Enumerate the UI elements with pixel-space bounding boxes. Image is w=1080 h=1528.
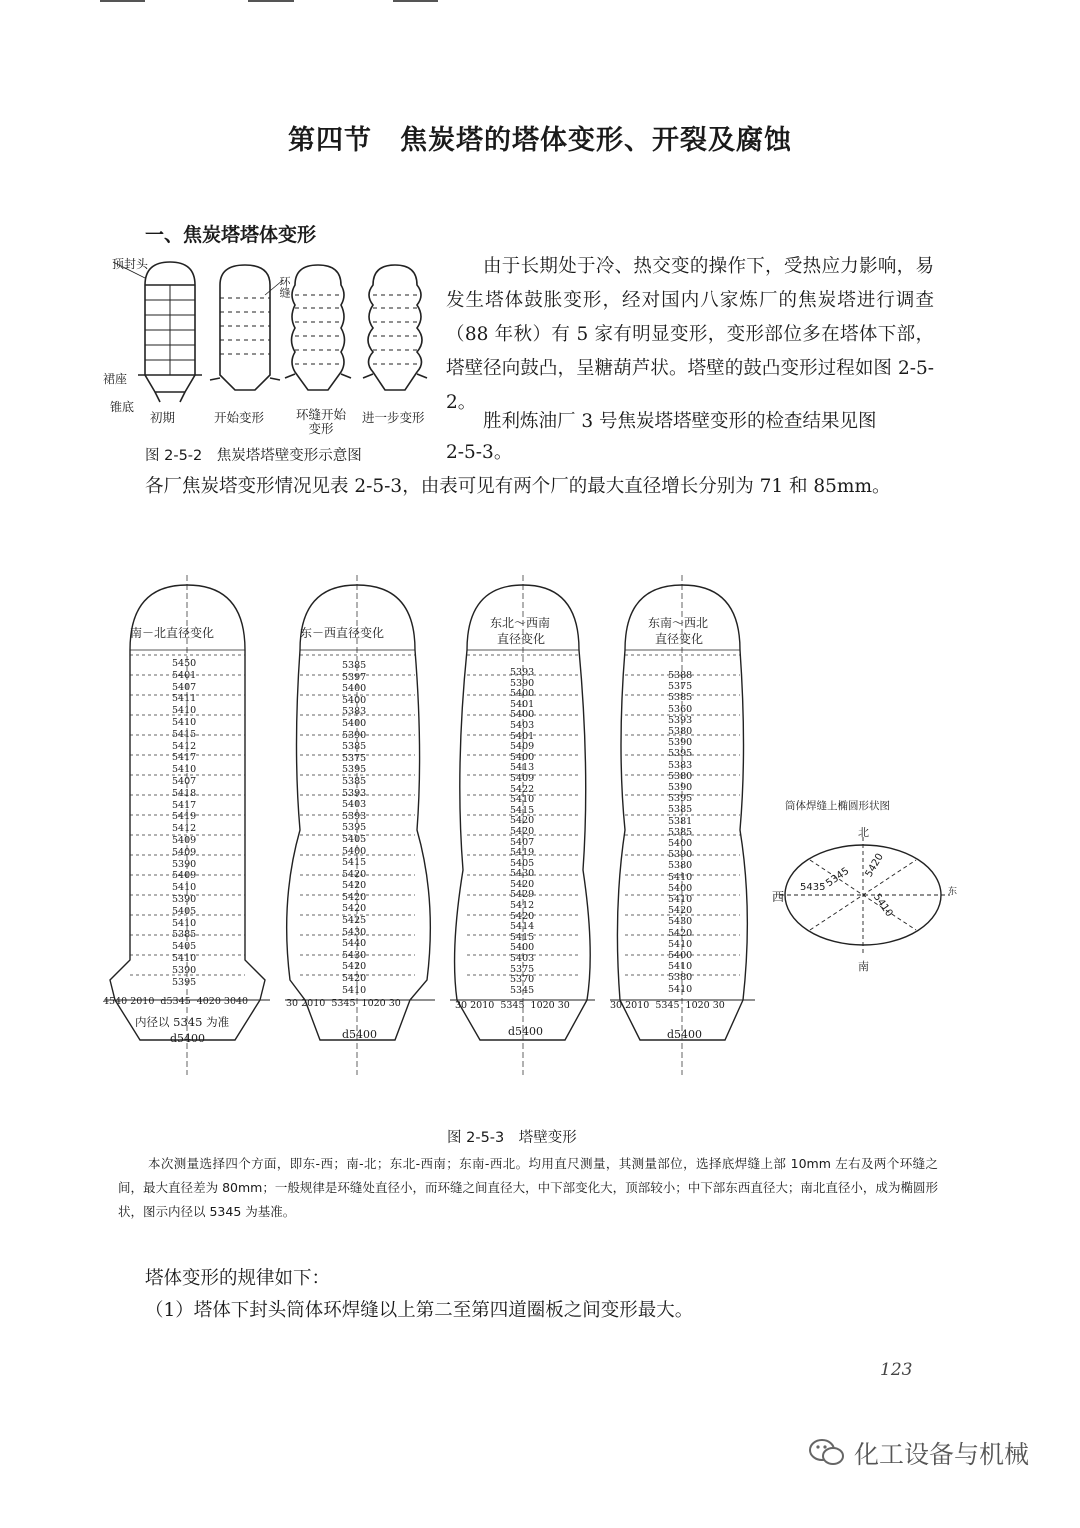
tower-1-title: 南－北直径变化 (130, 626, 215, 640)
measurement-value: 5409 (510, 741, 535, 753)
measurement-value: 5360 (668, 703, 693, 715)
ellipse-value-1: 5435 (800, 882, 826, 893)
watermark-text: 化工设备与机械 (854, 1440, 1030, 1469)
measurement-value: 5417 (172, 752, 197, 764)
measurement-value: 5388 (668, 670, 693, 681)
measurement-value: 5410 (172, 917, 197, 929)
tower-3-values (510, 668, 534, 996)
measurement-value: 5385 (668, 692, 693, 704)
measurement-value: 5405 (172, 941, 197, 953)
tower-4-bottom-dims: 30 2010 5345 1020 30 (610, 1000, 725, 1011)
section-title: 第四节 焦炭塔的塔体变形、开裂及腐蚀 (288, 125, 792, 156)
measurement-value: 5420 (342, 868, 367, 880)
measurement-value: 5410 (342, 984, 367, 996)
measurement-value: 5380 (668, 860, 693, 872)
measurement-value: 5400 (342, 717, 367, 729)
measurement-value: 5420 (668, 905, 693, 917)
subsection-heading: 一、焦炭塔塔体变形 (145, 224, 317, 246)
measurement-value: 5407 (172, 775, 197, 787)
measurement-value: 5440 (342, 938, 367, 950)
measurement-value: 5375 (668, 681, 693, 693)
tower-2-diameter: d5400 (342, 1028, 378, 1041)
tower-1-bottom-dims: 4540 2010 d5345 4020 3040 (103, 996, 249, 1007)
label-stage-4: 进一步变形 (362, 410, 425, 425)
measurement-value: 5385 (342, 741, 367, 753)
measurement-value: 5390 (668, 849, 693, 861)
ellipse-title: 筒体焊缝上椭圆形状图 (785, 800, 890, 812)
measurement-value: 5400 (510, 942, 535, 954)
measurement-value: 5390 (510, 677, 535, 689)
tower-1-base-note: 内径以 5345 为准 (135, 1015, 230, 1029)
measurement-value: 5381 (668, 815, 693, 827)
measurement-value: 5390 (668, 782, 693, 794)
measurement-value: 5400 (668, 950, 693, 962)
measurement-value: 5380 (668, 972, 693, 984)
measurement-value: 5413 (510, 762, 535, 774)
rule-intro: 塔体变形的规律如下： (145, 1268, 331, 1289)
ellipse-west: 西 (772, 890, 785, 904)
measurement-value: 5390 (172, 858, 197, 870)
measurement-value: 5393 (342, 787, 367, 799)
measurement-value: 5417 (172, 799, 197, 811)
tower-2-bottom-dims: 30 2010 5345 1020 30 (286, 998, 401, 1009)
measurement-value: 5410 (510, 794, 535, 806)
label-cone: 锥底 (110, 400, 135, 414)
measurement-value: 5410 (172, 716, 197, 728)
ellipse-value-3: 5420 (863, 851, 886, 880)
measurement-value: 5430 (668, 916, 693, 928)
measurement-value: 5375 (342, 752, 367, 764)
measurement-value: 5425 (342, 915, 367, 927)
measurement-value: 5412 (172, 740, 197, 752)
measurement-value: 5429 (510, 889, 535, 901)
measurement-value: 5410 (172, 705, 197, 717)
measurement-value: 5410 (668, 983, 693, 995)
measurement-value: 5420 (342, 973, 367, 985)
rule-1: （1）塔体下封头筒体环焊缝以上第二至第四道圈板之间变形最大。 (145, 1300, 694, 1321)
measurement-value: 5400 (342, 683, 367, 695)
measurement-value: 5375 (510, 963, 535, 975)
label-stage-2: 开始变形 (214, 410, 265, 425)
measurement-value: 5430 (342, 926, 367, 938)
measurement-value: 5410 (668, 961, 693, 973)
measurement-value: 5395 (668, 748, 693, 760)
measurement-value: 5415 (172, 728, 197, 740)
tower-3-title-2: 直径变化 (497, 632, 546, 646)
measurement-value: 5450 (172, 658, 197, 669)
measurement-value: 5414 (510, 921, 535, 933)
measurement-value: 5419 (172, 811, 197, 823)
measurement-value: 5409 (172, 846, 197, 858)
label-top-head: 顶封头 (112, 257, 149, 271)
tower-2-title: 东－西直径变化 (300, 626, 385, 640)
measurement-value: 5410 (172, 952, 197, 964)
tower-4-diameter: d5400 (667, 1028, 703, 1041)
label-skirt: 裙座 (103, 372, 128, 386)
watermark (808, 1435, 1029, 1471)
top-rule (393, 0, 438, 2)
measurement-value: 5415 (342, 857, 367, 869)
ellipse-south: 南 (858, 960, 869, 973)
measurement-value: 5410 (172, 764, 197, 776)
measurement-value: 5400 (668, 838, 693, 850)
measurement-value: 5403 (510, 953, 535, 965)
measurement-value: 5420 (342, 903, 367, 915)
measurement-value: 5420 (342, 880, 367, 892)
measurement-value: 5418 (172, 787, 197, 799)
measurement-value: 5393 (342, 810, 367, 822)
measurement-value: 5412 (510, 900, 535, 912)
measurement-value: 5397 (342, 671, 367, 683)
measurement-value: 5400 (510, 688, 535, 700)
measurement-value: 5405 (342, 833, 367, 845)
measurement-value: 5390 (342, 729, 367, 741)
measurement-value: 5405 (510, 857, 535, 869)
measurement-value: 5383 (342, 706, 367, 718)
tower-3-bottom-dims: 30 2010 5345 1020 30 (455, 1000, 570, 1011)
measurement-value: 5395 (668, 793, 693, 805)
tower-2-values (342, 660, 366, 996)
measurement-value: 5385 (668, 804, 693, 816)
ellipse-diagram (770, 815, 970, 985)
wechat-icon (808, 1438, 846, 1468)
measurement-value: 5401 (510, 698, 535, 710)
measurement-value: 5385 (172, 929, 197, 941)
measurement-value: 5380 (668, 770, 693, 782)
measurement-value: 5405 (172, 905, 197, 917)
measurement-value: 5403 (342, 799, 367, 811)
measurement-value: 5420 (510, 815, 535, 827)
measurement-value: 5380 (668, 726, 693, 738)
measurement-value: 5395 (342, 764, 367, 776)
tower-4-title-2: 直径变化 (655, 632, 704, 646)
measurement-value: 5400 (510, 709, 535, 721)
measurement-value: 5420 (510, 878, 535, 890)
top-rule (100, 0, 145, 2)
paragraph-1: 由于长期处于冷、热交变的操作下，受热应力影响，易发生塔体鼓胀变形，经对国内八家炼厂的焦炭塔进行调查（88 年秋）有 5 家有明显变形，变形部位多在塔体下部，塔壁径向鼓凸，呈糖葫芦状。塔壁的鼓凸变形过程如图 2-5-2。 (446, 256, 934, 413)
measurement-value: 5395 (342, 822, 367, 834)
label-ring-weld: 环缝 (278, 276, 291, 298)
figure-2-5-2-caption: 图 2-5-2 焦炭塔塔壁变形示意图 (145, 448, 362, 464)
measurement-value: 5410 (668, 938, 693, 950)
measurement-value: 5409 (172, 870, 197, 882)
ellipse-value-4: 5410 (870, 891, 895, 920)
measurement-value: 5390 (668, 737, 693, 749)
figure-2-5-3-caption: 图 2-5-3 塔壁变形 (447, 1130, 577, 1146)
label-stage-1: 初期 (150, 410, 176, 425)
tower-4-title-1: 东南～西北 (648, 616, 709, 630)
paragraph-2b: 2-5-3。 (446, 442, 513, 463)
measurement-value: 5385 (342, 775, 367, 787)
measurement-value: 5400 (342, 845, 367, 857)
measurement-value: 5393 (668, 714, 693, 726)
ellipse-north: 北 (858, 826, 869, 839)
measurement-value: 5410 (668, 871, 693, 883)
measurement-value: 5411 (172, 693, 197, 705)
measurement-value: 5409 (510, 772, 535, 784)
measurement-value: 5390 (172, 964, 197, 976)
tower-1-values (172, 658, 196, 988)
paragraph-3: 各厂焦炭塔变形情况见表 2-5-3，由表可见有两个厂的最大直径增长分别为 71 和 85mm。 (145, 476, 891, 497)
measurement-value: 5407 (172, 681, 197, 693)
measurement-value: 5409 (172, 834, 197, 846)
measurement-value: 5370 (510, 974, 535, 986)
measurement-value: 5400 (668, 882, 693, 894)
measurement-value: 5400 (510, 751, 535, 763)
page-number: 123 (880, 1360, 913, 1380)
measurement-value: 5401 (510, 730, 535, 742)
measurement-value: 5419 (510, 847, 535, 859)
measurement-value: 5390 (172, 893, 197, 905)
measurement-value: 5420 (342, 891, 367, 903)
tower-1-diameter: d5400 (170, 1032, 206, 1045)
measurement-value: 5385 (342, 660, 367, 671)
measurement-value: 5412 (172, 823, 197, 835)
measurement-value: 5420 (668, 927, 693, 939)
label-stage-3: 环缝开始变形 (295, 407, 346, 436)
measurement-value: 5430 (510, 868, 535, 880)
measurement-value: 5407 (510, 836, 535, 848)
measurement-value: 5403 (510, 719, 535, 731)
figure-2-5-3-note: 本次测量选择四个方面，即东-西；南-北；东北-西南；东南-西北。均用直尺测量，其测量部位，选择底焊缝上部 10mm 左右及两个环缝之间，最大直径差为 80mm；一般规律是环缝处直径小，而环缝之间直径大，中下部变化大，顶部较小；中下部东西直径大；南北直径小，成为椭圆形状，图示内径以 5345 为基准。 (118, 1156, 938, 1219)
measurement-value: 5430 (342, 949, 367, 961)
measurement-value: 5415 (510, 931, 535, 943)
measurement-value: 5383 (668, 759, 693, 771)
paragraph-2a: 胜利炼油厂 3 号焦炭塔塔壁变形的检查结果见图 (483, 411, 877, 432)
measurement-value: 5395 (172, 976, 197, 988)
measurement-value: 5422 (510, 783, 535, 795)
measurement-value: 5345 (510, 984, 535, 996)
measurement-value: 5420 (510, 825, 535, 837)
measurement-value: 5410 (668, 894, 693, 906)
ellipse-value-2: 5345 (824, 865, 852, 890)
tower-3-diameter: d5400 (508, 1025, 544, 1038)
ellipse-east: 东 (948, 887, 958, 897)
measurement-value: 5415 (510, 804, 535, 816)
measurement-value: 5401 (172, 669, 197, 681)
measurement-value: 5385 (668, 826, 693, 838)
tower-3-title-1: 东北～西南 (490, 616, 551, 630)
measurement-value: 5420 (510, 910, 535, 922)
measurement-value: 5400 (342, 694, 367, 706)
tower-4-values (668, 670, 692, 995)
measurement-value: 5393 (510, 667, 535, 678)
measurement-value: 5420 (342, 961, 367, 973)
measurement-value: 5410 (172, 882, 197, 894)
top-rule (248, 0, 294, 2)
